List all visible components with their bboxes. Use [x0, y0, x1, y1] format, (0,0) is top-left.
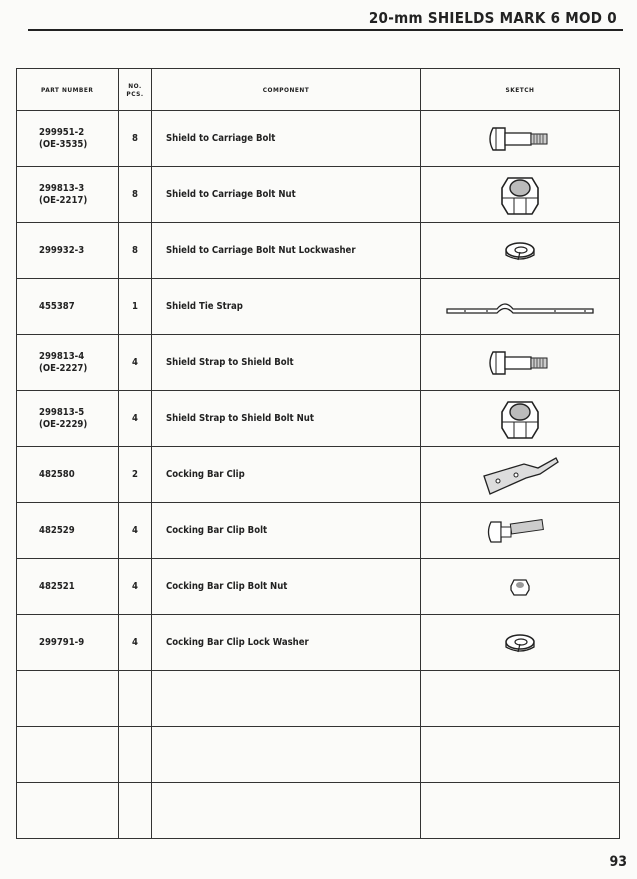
empty-table-row: [17, 783, 620, 839]
empty-cell: [152, 671, 421, 727]
empty-cell: [17, 727, 119, 783]
page-number: 93: [609, 854, 627, 870]
sketch-cell: [421, 447, 620, 503]
empty-cell: [119, 783, 152, 839]
part-number-cell: [17, 391, 119, 447]
table-row: [17, 223, 620, 279]
table-row: [17, 391, 620, 447]
long-bolt-icon: [421, 516, 619, 546]
header-component: COMPONENT: [152, 69, 421, 111]
page-title: 20-mm SHIELDS MARK 6 MOD 0: [368, 9, 617, 27]
table-header-row: [17, 69, 620, 111]
component-name: Shield Tie Strap: [152, 279, 421, 335]
header-rule: [28, 29, 623, 31]
quantity: 8: [119, 167, 152, 223]
empty-cell: [119, 727, 152, 783]
alt-part-number: (OE-2227): [39, 362, 88, 374]
part-number: 299813-4: [39, 350, 85, 362]
part-number: 482529: [39, 524, 75, 536]
part-number-cell: [17, 335, 119, 391]
table-row: [17, 111, 620, 167]
component-name: Cocking Bar Clip Bolt: [152, 503, 421, 559]
part-number: 299813-5: [39, 406, 85, 418]
header-no-pcs: NO. PCS.: [119, 69, 152, 111]
quantity: 1: [119, 279, 152, 335]
part-number-cell: [17, 223, 119, 279]
quantity: 8: [119, 223, 152, 279]
quantity: 4: [119, 335, 152, 391]
tie-strap-icon: [421, 297, 619, 317]
empty-table-row: [17, 671, 620, 727]
part-number: 455387: [39, 300, 75, 312]
part-number: 299932-3: [39, 244, 85, 256]
part-number: 299951-2: [39, 126, 85, 138]
clip-icon: [421, 454, 619, 496]
table-row: [17, 279, 620, 335]
component-name: Cocking Bar Clip Bolt Nut: [152, 559, 421, 615]
sketch-cell: [421, 111, 620, 167]
component-name: Shield to Carriage Bolt: [152, 111, 421, 167]
part-number-cell: [17, 111, 119, 167]
hex-nut-icon: [421, 398, 619, 440]
part-number: 482580: [39, 468, 75, 480]
header-sketch: SKETCH: [421, 69, 620, 111]
table-row: [17, 335, 620, 391]
empty-cell: [152, 727, 421, 783]
sketch-cell: [421, 223, 620, 279]
sketch-cell: [421, 335, 620, 391]
empty-cell: [421, 727, 620, 783]
sketch-cell: [421, 391, 620, 447]
empty-cell: [152, 783, 421, 839]
component-name: Shield Strap to Shield Bolt Nut: [152, 391, 421, 447]
table-row: [17, 447, 620, 503]
part-number-cell: [17, 559, 119, 615]
alt-part-number: (OE-2229): [39, 418, 88, 430]
quantity: 4: [119, 615, 152, 671]
hex-nut-icon: [421, 174, 619, 216]
component-name: Shield to Carriage Bolt Nut: [152, 167, 421, 223]
parts-table: [16, 68, 620, 839]
small-nut-icon: [421, 578, 619, 596]
part-number-cell: [17, 615, 119, 671]
quantity: 4: [119, 391, 152, 447]
empty-cell: [119, 671, 152, 727]
table-row: [17, 503, 620, 559]
lockwasher-icon: [421, 240, 619, 262]
empty-cell: [421, 671, 620, 727]
lockwasher-icon: [421, 632, 619, 654]
empty-cell: [421, 783, 620, 839]
part-number: 299813-3: [39, 182, 85, 194]
component-name: Cocking Bar Clip Lock Washer: [152, 615, 421, 671]
sketch-cell: [421, 279, 620, 335]
alt-part-number: (OE-3535): [39, 138, 88, 150]
component-name: Shield Strap to Shield Bolt: [152, 335, 421, 391]
empty-table-row: [17, 727, 620, 783]
bolt-icon: [421, 124, 619, 154]
part-number: 482521: [39, 580, 75, 592]
part-number-cell: [17, 447, 119, 503]
sketch-cell: [421, 615, 620, 671]
sketch-cell: [421, 167, 620, 223]
sketch-cell: [421, 559, 620, 615]
bolt-icon: [421, 348, 619, 378]
empty-cell: [17, 671, 119, 727]
part-number-cell: [17, 503, 119, 559]
quantity: 8: [119, 111, 152, 167]
empty-cell: [17, 783, 119, 839]
sketch-cell: [421, 503, 620, 559]
header-part-number: PART NUMBER: [17, 69, 119, 111]
part-number-cell: [17, 167, 119, 223]
part-number: 299791-9: [39, 636, 85, 648]
table-row: [17, 559, 620, 615]
table-row: [17, 615, 620, 671]
alt-part-number: (OE-2217): [39, 194, 88, 206]
quantity: 4: [119, 559, 152, 615]
table-row: [17, 167, 620, 223]
part-number-cell: [17, 279, 119, 335]
quantity: 4: [119, 503, 152, 559]
component-name: Cocking Bar Clip: [152, 447, 421, 503]
quantity: 2: [119, 447, 152, 503]
component-name: Shield to Carriage Bolt Nut Lockwasher: [152, 223, 421, 279]
